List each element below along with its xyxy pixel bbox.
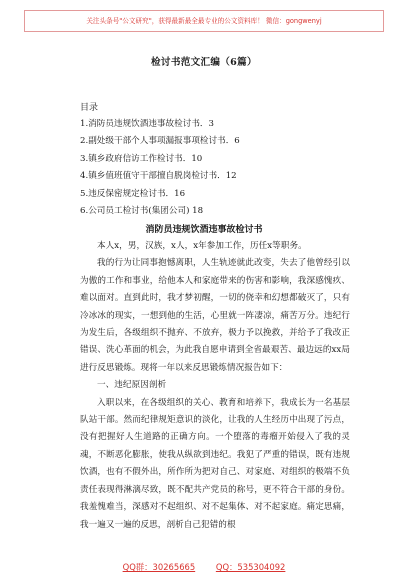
body-paragraph: 我的行为让同事抱憾离职，人生轨迹就此改变，失去了他曾经引以为傲的工作和事业，给他本人和家庭带来的伤害和影响，我深感愧疚、难以面对。直到此时，我才梦初醒，一切的侥幸和幻想都破灭了，只有冷冰冰的现实，一想到他的生活，心里就一阵凄凉，痛苦万分。违纪行为发生后，各级组织不抛弃、不放弃，极力予以挽救，并给予了我改正错误、洗心革面的机会，为此我自愿申请到全省最艰苦、最边远的xx局进行反思锻炼。现将一年以来反思锻炼情况报告如下： (80, 258, 350, 373)
promo-banner-text: 关注头条号"公文研究"，获得最新最全最专业的公文资料库！ 微信：gongwenyj (86, 17, 322, 25)
contact-footer (0, 561, 408, 573)
section-title: 消防员违规饮酒违事故检讨书 (145, 225, 263, 235)
toc-item[interactable]: 6.公司员工检讨书(集团公司) 18 (80, 206, 204, 217)
body-paragraph: 入职以来，在各级组织的关心、教育和培养下，我成长为一名基层队站干部。然而纪律规矩意识的淡化，让我的人生经历中出现了污点，没有把握好人生道路的正确方向。一个堕落的毒瘤开始侵入了我的灵魂，不断恶化膨胀，使我从纵欲到违纪。我犯了严重的错误，既有违规饮酒，也有不假外出，所作所为把对自己、对家庭、对组织的极端不负责任表现得淋漓尽致，既不配共产党员的称号，更不符合干部的身份。我羞愧难当，深感对不起组织、对不起集体、对不起家庭。痛定思痛，我一遍又一遍的反思，剖析自己犯错的根 (80, 397, 350, 530)
table-of-contents (80, 116, 240, 220)
promo-banner (24, 10, 384, 32)
toc-heading: 目录 (80, 103, 99, 113)
document-title: 检讨书范文汇编（6篇） (151, 57, 257, 68)
subsection-heading: 一、违纪原因剖析 (97, 380, 167, 391)
body-paragraph: 本人x，男，汉族，x人，x年参加工作，历任x等职务。 (97, 241, 307, 251)
toc-item[interactable]: 5.违反保密规定检讨书．16 (80, 188, 186, 199)
toc-item[interactable]: 2.副处级干部个人事项漏报事项检讨书．6 (80, 136, 240, 147)
section-body (80, 238, 350, 534)
toc-item[interactable]: 4.镇乡值班值守干部擅自脱岗检讨书．12 (80, 171, 237, 182)
toc-item[interactable]: 3.镇乡政府信访工作检讨书．10 (80, 153, 203, 164)
qq-group-link[interactable]: QQ群：30265665 (122, 562, 196, 572)
toc-item[interactable]: 1.消防员违规饮酒违事故检讨书．3 (80, 119, 214, 129)
qq-contact-link[interactable]: QQ：535304092 (215, 562, 286, 572)
